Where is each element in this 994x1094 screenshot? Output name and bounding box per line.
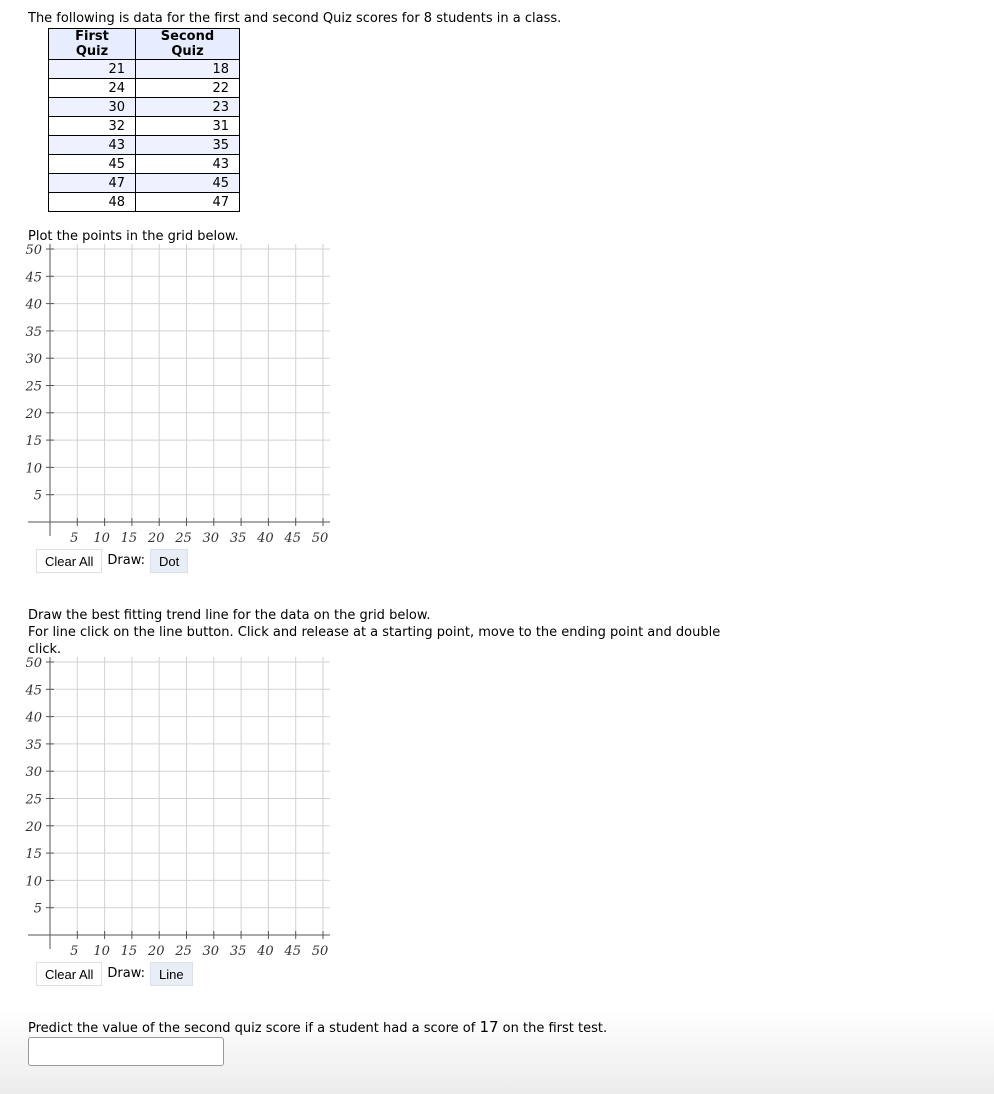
table-row	[49, 155, 240, 174]
x-tick-label: 35	[229, 531, 247, 546]
second-quiz-cell: 47	[136, 193, 240, 212]
y-tick-label: 35	[25, 737, 42, 753]
plot-points-grid[interactable]	[0, 238, 340, 548]
draw-label: Draw:	[107, 966, 146, 981]
second-quiz-cell: 23	[136, 98, 240, 117]
prediction-answer-input[interactable]	[28, 1037, 224, 1066]
line-tool-button[interactable]: Line	[150, 962, 193, 986]
header-second-quiz: Second Quiz	[136, 29, 240, 60]
y-tick-label: 50	[25, 656, 42, 671]
x-tick-label: 30	[202, 944, 220, 959]
y-tick-label: 35	[25, 324, 42, 340]
x-tick-label: 20	[147, 944, 165, 959]
prediction-question	[28, 1019, 607, 1037]
question-text-end: on the first test.	[498, 1021, 608, 1036]
first-quiz-cell: 32	[49, 117, 136, 136]
clear-all-button[interactable]: Clear All	[36, 962, 102, 986]
y-tick-label: 20	[25, 406, 42, 422]
x-tick-label: 20	[147, 531, 165, 546]
first-quiz-cell: 48	[49, 193, 136, 212]
clear-all-button[interactable]: Clear All	[36, 549, 102, 573]
first-quiz-cell: 24	[49, 79, 136, 98]
y-tick-label: 30	[25, 352, 42, 368]
table-row	[49, 136, 240, 155]
table-row	[49, 193, 240, 212]
dot-tool-button[interactable]: Dot	[150, 549, 188, 573]
trend-instruction-detail-end: click.	[28, 642, 62, 657]
x-tick-label: 50	[311, 944, 329, 959]
first-quiz-cell: 45	[49, 155, 136, 174]
plot-instruction: Plot the points in the grid below.	[28, 229, 239, 244]
second-quiz-cell: 35	[136, 136, 240, 155]
x-tick-label: 5	[70, 944, 79, 959]
y-tick-label: 40	[25, 297, 42, 313]
y-tick-label: 5	[33, 488, 42, 504]
second-quiz-cell: 18	[136, 60, 240, 79]
second-quiz-cell: 31	[136, 117, 240, 136]
quiz-data-table	[48, 28, 240, 212]
first-quiz-cell: 47	[49, 174, 136, 193]
x-tick-label: 10	[93, 944, 110, 959]
y-tick-label: 45	[25, 683, 42, 699]
x-tick-label: 25	[175, 944, 192, 959]
plot-toolbar	[36, 549, 188, 573]
x-tick-label: 30	[202, 531, 220, 546]
first-quiz-cell: 21	[49, 60, 136, 79]
y-tick-label: 10	[25, 461, 42, 477]
second-quiz-cell: 43	[136, 155, 240, 174]
x-tick-label: 15	[120, 944, 138, 959]
x-tick-label: 5	[70, 531, 79, 546]
second-quiz-cell: 22	[136, 79, 240, 98]
y-tick-label: 45	[25, 270, 42, 286]
x-tick-label: 25	[175, 531, 192, 546]
x-tick-label: 10	[93, 531, 110, 546]
trend-instruction-detail: For line click on the line button. Click and release at a starting point, move to the ending point and double	[28, 625, 721, 640]
intro-text: The following is data for the first and second Quiz scores for 8 students in a class.	[28, 11, 562, 26]
y-tick-label: 40	[25, 710, 42, 726]
x-tick-label: 35	[229, 944, 247, 959]
y-tick-label: 5	[33, 901, 42, 917]
x-tick-label: 40	[257, 944, 274, 959]
x-tick-label: 15	[120, 531, 138, 546]
second-quiz-cell: 45	[136, 174, 240, 193]
y-tick-label: 15	[25, 434, 42, 450]
first-quiz-cell: 43	[49, 136, 136, 155]
table-row	[49, 98, 240, 117]
header-first-quiz: First Quiz	[49, 29, 136, 60]
table-row	[49, 79, 240, 98]
table-row	[49, 60, 240, 79]
trend-toolbar	[36, 962, 193, 986]
y-tick-label: 10	[25, 874, 42, 890]
y-tick-label: 30	[25, 765, 42, 781]
question-value: 17	[479, 1018, 499, 1036]
question-text-start: Predict the value of the second quiz score if a student had a score of	[28, 1021, 480, 1036]
x-tick-label: 50	[311, 531, 329, 546]
x-tick-label: 45	[284, 944, 301, 959]
draw-label: Draw:	[107, 553, 146, 568]
y-tick-label: 25	[25, 792, 42, 808]
first-quiz-cell: 30	[49, 98, 136, 117]
trend-line-grid[interactable]	[0, 651, 340, 961]
x-tick-label: 45	[284, 531, 301, 546]
x-tick-label: 40	[257, 531, 274, 546]
y-tick-label: 25	[25, 379, 42, 395]
y-tick-label: 15	[25, 847, 42, 863]
table-row	[49, 117, 240, 136]
table-header-row	[49, 29, 240, 60]
table-row	[49, 174, 240, 193]
y-tick-label: 20	[25, 819, 42, 835]
trend-instruction: Draw the best fitting trend line for the data on the grid below.	[28, 608, 431, 623]
y-tick-label: 50	[25, 243, 42, 258]
